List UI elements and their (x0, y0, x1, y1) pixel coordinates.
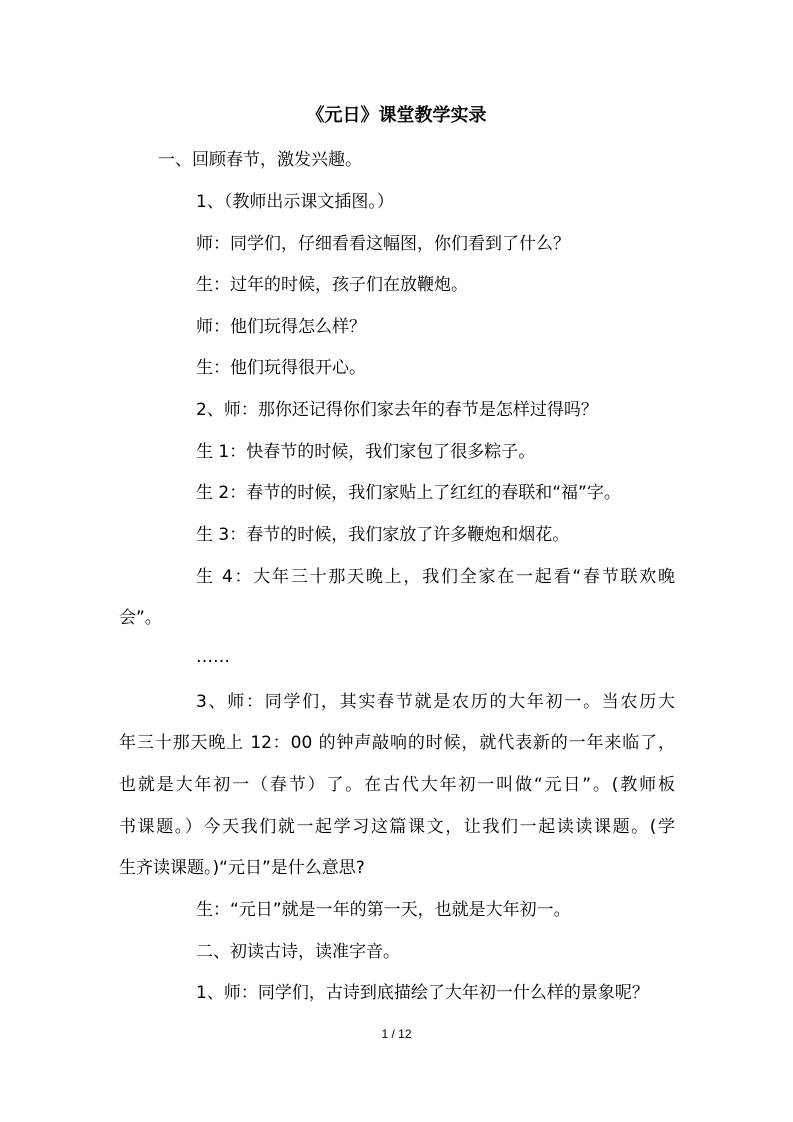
paragraph-line: 生齐读课题。)“元日”是什么意思? (119, 858, 365, 878)
paragraph-line: 会”。 (119, 608, 162, 628)
document-title: 《元日》课堂教学实录 (306, 105, 487, 126)
paragraph-line: 1、师：同学们，古诗到底描绘了大年初一什么样的景象呢？ (196, 983, 649, 1003)
paragraph-line: 师：他们玩得怎么样？ (196, 317, 366, 337)
paragraph-line: 3、师：同学们，其实春节就是农历的大年初一。当农历大 (196, 692, 675, 712)
paragraph-line: 2、师：那你还记得你们家去年的春节是怎样过得吗？ (196, 400, 598, 420)
paragraph-line: 1、（教师出示课文插图。） (196, 192, 394, 212)
paragraph-line: 生 3：春节的时候，我们家放了许多鞭炮和烟花。 (196, 525, 570, 545)
paragraph-line: 生 2：春节的时候，我们家贴上了红红的春联和“福”字。 (196, 483, 621, 503)
paragraph-line: 也就是大年初一（春节）了。在古代大年初一叫做“元日”。(教师板 (119, 775, 675, 795)
paragraph-line: 生：他们玩得很开心。 (196, 358, 366, 378)
paragraph-line: 年三十那天晚上 12：00 的钟声敲响的时候，就代表新的一年来临了， (119, 733, 675, 753)
paragraph-line: 生：“元日”就是一年的第一天，也就是大年初一。 (196, 900, 571, 920)
paragraph-line: 生 4：大年三十那天晚上，我们全家在一起看“春节联欢晚 (196, 567, 675, 587)
ellipsis-line: …… (196, 647, 230, 667)
paragraph-line: 书课题。）今天我们就一起学习这篇课文，让我们一起读读课题。(学 (119, 817, 675, 837)
paragraph-line: 生：过年的时候，孩子们在放鞭炮。 (196, 275, 468, 295)
section-heading-1: 一、回顾春节，激发兴趣。 (158, 150, 362, 170)
section-heading-2: 二、初读古诗，读准字音。 (196, 942, 400, 962)
paragraph-line: 师：同学们，仔细看看这幅图，你们看到了什么？ (196, 234, 570, 254)
paragraph-line: 生 1：快春节的时候，我们家包了很多粽子。 (196, 442, 536, 462)
page-number: 1 / 12 (381, 1027, 412, 1041)
